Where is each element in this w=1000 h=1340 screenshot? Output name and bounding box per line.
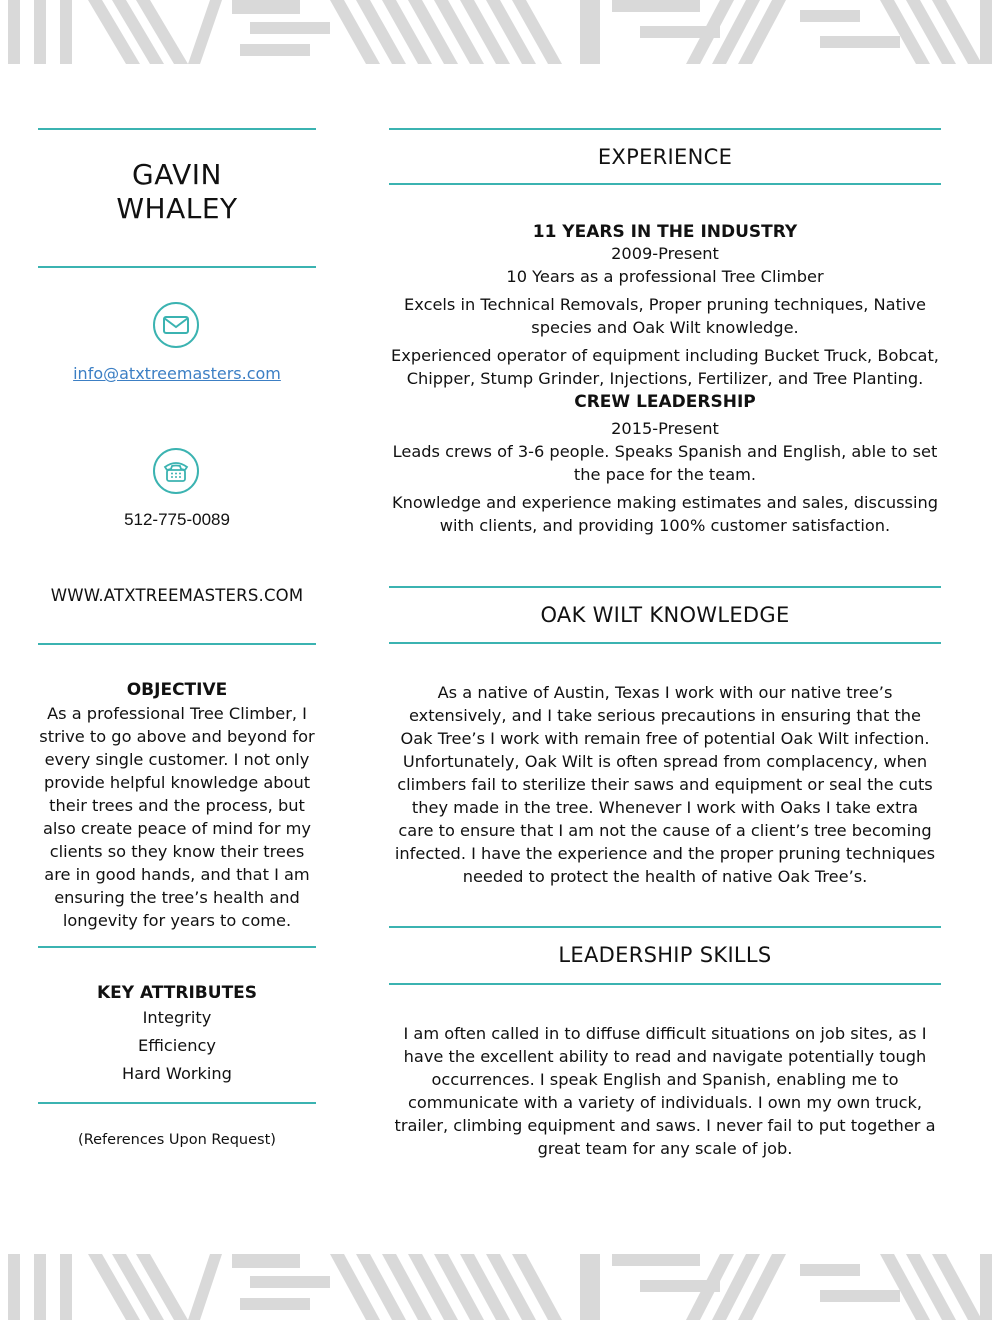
name-last: WHALEY [116,192,238,225]
website-text: WWW.ATXTREEMASTERS.COM [50,586,304,605]
attribute-item: Integrity [142,1008,212,1027]
left-rule-contact [38,643,316,645]
left-rule-name [38,266,316,268]
key-attributes-section [38,983,316,1085]
crew-line: Knowledge and experience making estimates and sales, discussing with clients, and providing 100% customer satisfaction. [391,493,939,535]
bottom-decorative-band [0,1248,1000,1320]
attribute-item: Hard Working [122,1064,232,1083]
envelope-icon [153,302,199,348]
right-rule-leadership-top [389,926,941,928]
crew-dates: 2015-Present [611,419,719,438]
name-first: GAVIN [132,158,222,191]
right-rule-experience-top [389,128,941,130]
crew-heading: CREW LEADERSHIP [574,392,756,412]
references-note: (References Upon Request) [78,1132,276,1148]
crew-line: Leads crews of 3-6 people. Speaks Spanish and English, able to set the pace for the team. [392,442,938,484]
industry-line: Excels in Technical Removals, Proper pruning techniques, Native species and Oak Wilt knowledge. [404,295,926,337]
candidate-name [38,158,316,226]
objective-section [38,680,316,932]
left-rule-top [38,128,316,130]
industry-dates: 2009-Present [611,244,719,263]
experience-title: EXPERIENCE [597,145,733,169]
right-rule-experience-bottom [389,183,941,185]
attribute-item: Efficiency [138,1036,216,1055]
key-attributes-title: KEY ATTRIBUTES [96,983,258,1003]
oak-wilt-title: OAK WILT KNOWLEDGE [540,603,790,627]
top-decorative-band [0,0,1000,72]
industry-line: 10 Years as a professional Tree Climber [506,267,824,286]
oak-wilt-text: As a native of Austin, Texas I work with our native tree’s extensively, and I take serious precautions in ensuring that the Oak Tree’s I work with remain free of potential Oak Wilt infection. Unfortunately, Oak Wilt is often spread from complacency, when climbers fail to sterilize their saws and equipment or seal the cuts they made in the tree. Whenever I work with Oaks I take extra care to ensure that I am not the cause of a client’s tree becoming infected. I have the experience and the proper pruning techniques needed to protect the health of native Oak Tree’s. [394,683,936,886]
industry-line: Experienced operator of equipment including Bucket Truck, Bobcat, Chipper, Stump Grinder, Injections, Fertilizer, and Tree Planting. [391,346,939,388]
telephone-icon [153,448,199,494]
email-link[interactable]: info@atxtreemasters.com [73,364,281,383]
phone-number: 512-775-0089 [124,510,230,529]
industry-heading: 11 YEARS IN THE INDUSTRY [532,222,798,242]
leadership-text: I am often called in to diffuse difficult situations on job sites, as I have the excellent ability to read and navigate potentially tough occurrences. I speak English and Spanish, enabling me to communicate with a variety of individuals. I own my own truck, trailer, climbing equipment and saws. I never fail to put together a great team for any scale of job. [394,1024,936,1158]
leadership-title: LEADERSHIP SKILLS [558,943,772,967]
right-rule-leadership-bottom [389,983,941,985]
right-rule-oakwilt-bottom [389,642,941,644]
left-rule-attributes [38,1102,316,1104]
objective-text: As a professional Tree Climber, I strive to go above and beyond for every single customer. I not only provide helpful knowledge about their trees and the process, but also create peace of mind for my clients so they know their trees are in good hands, and that I am ensuring the tree’s health and longevity for years to come. [39,704,315,930]
objective-title: OBJECTIVE [126,680,228,700]
left-rule-objective [38,946,316,948]
experience-section [389,222,941,537]
right-rule-oakwilt-top [389,586,941,588]
